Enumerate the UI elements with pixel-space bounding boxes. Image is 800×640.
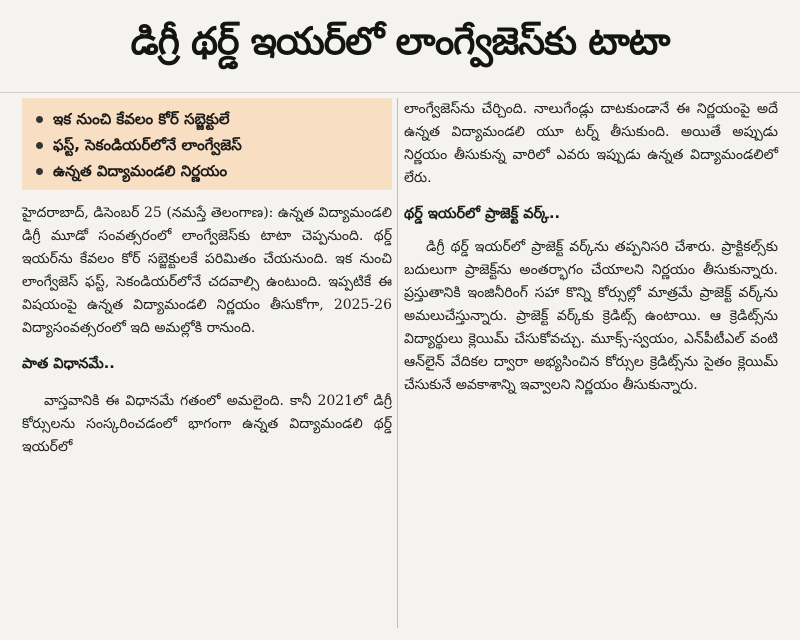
highlight-text: ఉన్నత విద్యామండలి నిర్ణయం	[53, 162, 228, 180]
subheading-old-system: పాత విధానమే..	[22, 356, 115, 372]
bullet-icon	[36, 116, 43, 123]
highlight-text: ఇక నుంచి కేవలం కోర్‌ సబ్జెక్టులే	[53, 110, 230, 128]
old-system-paragraph: వాస్తవానికి ఈ విధానమే గతంలో అమలైంది. కానీ 2021లో డిగ్రీ కోర్సులను సంస్కరించడంలో భాగంగా ఉన్నత విద్యామండలి థర్డ్‌ ఇయర్‌లో	[22, 393, 392, 455]
highlight-item	[36, 106, 382, 132]
highlights-box	[22, 98, 392, 190]
highlight-item	[36, 158, 382, 184]
highlight-item	[36, 132, 382, 158]
continuation-paragraph: లాంగ్వేజెస్‌ను చేర్చింది. నాలుగేండ్లు దాటకుండానే ఈ నిర్ణయంపై అదే ఉన్నత విద్యామండలి యూ టర్న్‌ తీసుకుంది. అయితే అప్పుడు నిర్ణయం తీసుకున్న వారిలో ఎవరు ఇప్పుడు ఉన్నత విద్యామండలిలో లేరు.	[404, 101, 778, 186]
dateline-paragraph: హైదరాబాద్‌, డిసెంబర్‌ 25 (నమస్తే తెలంగాణ): ఉన్నత విద్యామండలి డిగ్రీ మూడో సంవత్సరంలో లాంగ్వేజెస్‌కు టాటా చెప్పనుంది. థర్డ్‌ ఇయర్‌ను కేవలం కోర్‌ సబ్జెక్టులకే పరిమితం చేయనుంది. ఇక నుంచి లాంగ్వేజెస్‌ ఫస్ట్‌, సెకండియర్‌లోనే చదవాల్సి ఉంటుంది. ఇప్పటికే ఈ విషయంపై ఉన్నత విద్యామండలి నిర్ణయం తీసుకోగా, 2025-26 విద్యాసంవత్సరంలో ఇది అమల్లోకి రానుంది.	[22, 205, 392, 336]
project-work-paragraph: డిగ్రీ థర్డ్‌ ఇయర్‌లో ప్రాజెక్ట్‌ వర్క్‌ను తప్పనిసరి చేశారు. ప్రాక్టికల్స్‌కు బదులుగా ప్రాజెక్ట్‌ను అంతర్భాగం చేయాలని నిర్ణయం తీసుకున్నారు. ప్రస్తుతానికి ఇంజినీరింగ్‌ సహా కొన్ని కోర్సుల్లో మాత్రమే ప్రాజెక్ట్‌ వర్క్‌ను అమలుచేస్తున్నారు. ప్రాజెక్ట్‌ వర్క్‌కు క్రెడిట్స్‌ ఉంటాయి. ఆ క్రెడిట్స్‌ను విద్యార్థులు క్లెయిమ్‌ చేసుకోవచ్చు. మూక్స్‌-స్వయం, ఎన్‌పీటీఎల్‌ వంటి ఆన్‌లైన్‌ వేదికల ద్వారా అభ్యసించిన కోర్సుల క్రెడిట్స్‌ను సైతం క్లెయిమ్‌ చేసుకునే అవకాశాన్ని ఇవ్వాలని నిర్ణయం తీసుకున్నారు.	[404, 239, 778, 393]
column-divider	[397, 98, 398, 628]
bullet-icon	[36, 142, 43, 149]
subheading-project-work: థర్డ్‌ ఇయర్‌లో ప్రాజెక్ట్‌ వర్క్‌..	[404, 206, 560, 222]
left-column	[22, 98, 392, 459]
article-headline: డిగ్రీ థర్డ్‌ ఇయర్‌లో లాంగ్వేజెస్‌కు టాటా	[0, 0, 800, 93]
highlight-text: ఫస్ట్‌, సెకండియర్‌లోనే లాంగ్వేజెస్‌	[53, 136, 242, 154]
right-column	[404, 98, 778, 397]
bullet-icon	[36, 168, 43, 175]
